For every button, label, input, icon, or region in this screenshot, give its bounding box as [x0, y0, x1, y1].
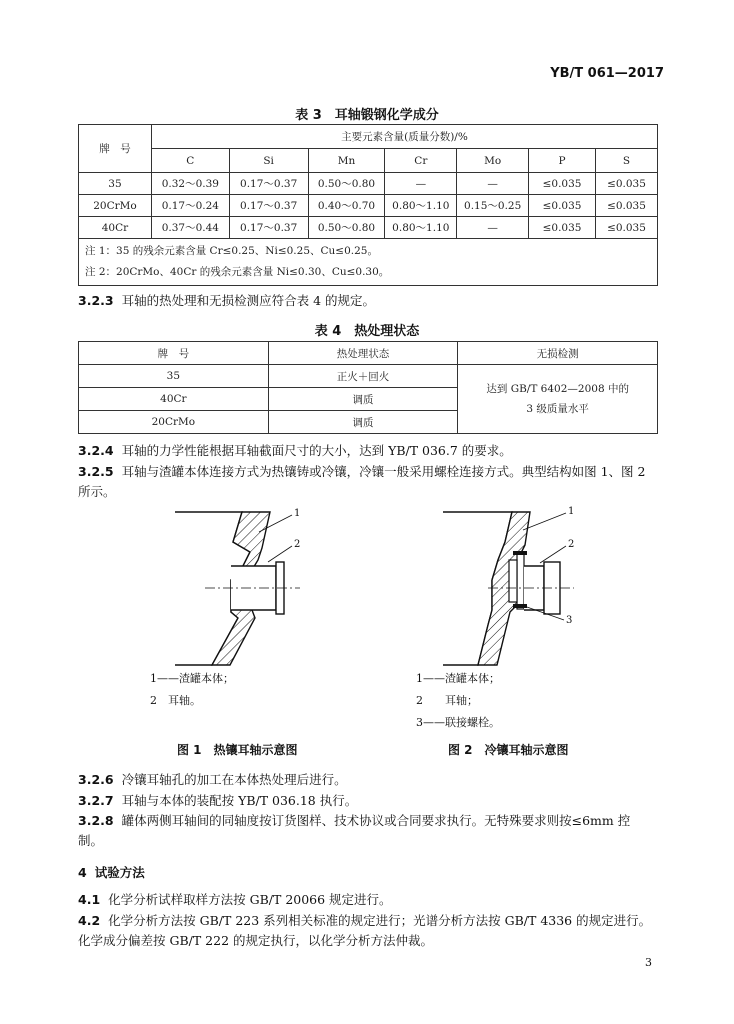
table4-header-treatment: 热处理状态: [268, 342, 458, 365]
clause-number: 3.2.7: [78, 793, 114, 808]
table3-col-c: C: [151, 149, 229, 173]
table3-grade: 20CrMo: [79, 195, 152, 217]
table4-treatment: 调质: [268, 411, 458, 434]
table4-treatment: 调质: [268, 388, 458, 411]
table3-cell: ≤0.035: [595, 217, 657, 239]
figure1-callout-1: 1: [294, 508, 301, 519]
table3-cell: ≤0.035: [595, 195, 657, 217]
figure2-legend-item: 1——渣罐本体；: [416, 672, 500, 685]
figure2-leader-2: [540, 546, 566, 563]
figure1-callout-2: 2: [294, 539, 301, 550]
table3-cell: 0.17～0.24: [151, 195, 229, 217]
table3-grade-header: 牌 号: [79, 125, 152, 173]
paragraph-3-2-7: [78, 791, 660, 811]
clause-text-cont: 制。: [78, 833, 104, 848]
clause-number: 3.2.3: [78, 293, 114, 308]
table4-header-grade: 牌 号: [79, 342, 269, 365]
clause-text: 耳轴与本体的装配按 YB/T 036.18 执行。: [121, 793, 358, 808]
figure2-legend-item: 2 耳轴；: [416, 694, 478, 707]
figure1-leader-2: [268, 546, 292, 562]
table3-cell: ≤0.035: [529, 195, 596, 217]
figure2-legend-item: 3——联接螺栓。: [416, 716, 500, 729]
table3-col-p: P: [529, 149, 596, 173]
table4-header-ndt: 无损检测: [458, 342, 658, 365]
table3-cell: —: [457, 217, 529, 239]
clause-number: 4.1: [78, 892, 101, 907]
paragraph-4-1: [78, 890, 660, 910]
clause-text: 耳轴与渣罐本体连接方式为热镶铸或冷镶，冷镶一般采用螺栓连接方式。典型结构如图 1、图 2: [121, 464, 646, 479]
paragraph-3-2-8: [78, 811, 660, 851]
table4-ndt-line2: 3 级质量水平: [526, 403, 589, 415]
table3-cell: 0.80～1.10: [385, 195, 457, 217]
figure1-legend: [150, 668, 234, 712]
figure1-trunnion: [205, 562, 300, 614]
clause-text-cont: 化学成分偏差按 GB/T 222 的规定执行，以化学分析方法仲裁。: [78, 933, 433, 948]
table3-cell: ≤0.035: [529, 173, 596, 195]
clause-text: 耳轴的力学性能根据耳轴截面尺寸的大小，达到 YB/T 036.7 的要求。: [121, 443, 512, 458]
table3-cell: 0.50～0.80: [308, 173, 385, 195]
figure2-legend: [416, 668, 500, 734]
section-4-heading: [78, 863, 660, 883]
section-number: 4: [78, 865, 87, 880]
figure1-caption: 图 1 热镶耳轴示意图: [177, 743, 298, 757]
clause-text: 耳轴的热处理和无损检测应符合表 4 的规定。: [121, 293, 375, 308]
table3-cell: 0.80～1.10: [385, 217, 457, 239]
section-title: 试验方法: [94, 865, 145, 880]
table3-col-mn: Mn: [308, 149, 385, 173]
clause-text: 冷镶耳轴孔的加工在本体热处理后进行。: [121, 772, 347, 787]
clause-number: 3.2.5: [78, 464, 114, 479]
table4-ndt-line1: 达到 GB/T 6402—2008 中的: [486, 383, 629, 395]
clause-text: 化学分析方法按 GB/T 223 系列相关标准的规定进行；光谱分析方法按 GB/T 4336 的规定进行。: [108, 913, 652, 928]
table3-cell: 0.17～0.37: [229, 173, 308, 195]
table3-cell: 0.17～0.37: [229, 195, 308, 217]
table3-cell: 0.32～0.39: [151, 173, 229, 195]
table3-title: 表 3 耳轴锻钢化学成分: [295, 108, 439, 123]
table3-cell: 0.15～0.25: [457, 195, 529, 217]
table3-cell: 0.40～0.70: [308, 195, 385, 217]
table3-col-si: Si: [229, 149, 308, 173]
table3-cell: 0.17～0.37: [229, 217, 308, 239]
table3-cell: ≤0.035: [529, 217, 596, 239]
table3-cell: 0.50～0.80: [308, 217, 385, 239]
table4-grade: 40Cr: [79, 388, 269, 411]
clause-number: 3.2.6: [78, 772, 114, 787]
table4-treatment: 正火＋回火: [268, 365, 458, 388]
clause-number: 3.2.4: [78, 443, 114, 458]
table3-group-header: 主要元素含量(质量分数)/%: [151, 125, 657, 149]
clause-text: 罐体两侧耳轴间的同轴度按订货图样、技术协议或合同要求执行。无特殊要求则按≤6mm 控: [121, 813, 631, 828]
figure1-legend-item: 2 耳轴。: [150, 694, 201, 707]
table4-grade: 35: [79, 365, 269, 388]
table3-cell: 0.37～0.44: [151, 217, 229, 239]
clause-number: 3.2.8: [78, 813, 114, 828]
table3-note-1: 注 1：35 的残余元素含量 Cr≤0.25、Ni≤0.25、Cu≤0.25。: [85, 245, 378, 257]
clause-number: 4.2: [78, 913, 101, 928]
figure2-callout-1: 1: [568, 506, 575, 517]
table3-cell: —: [385, 173, 457, 195]
figure2-callout-2: 2: [568, 539, 575, 550]
table3-col-s: S: [595, 149, 657, 173]
table3-grade: 40Cr: [79, 217, 152, 239]
table3-cell: ≤0.035: [595, 173, 657, 195]
paragraph-4-2: [78, 911, 660, 951]
clause-text-cont: 所示。: [78, 484, 116, 499]
table3-col-cr: Cr: [385, 149, 457, 173]
figure2-caption: 图 2 冷镶耳轴示意图: [448, 743, 569, 757]
standard-code: YB/T 061—2017: [550, 66, 664, 81]
table3-grade: 35: [79, 173, 152, 195]
table3-note-2: 注 2：20CrMo、40Cr 的残余元素含量 Ni≤0.30、Cu≤0.30。: [85, 266, 390, 278]
table3-col-mo: Mo: [457, 149, 529, 173]
table3-cell: —: [457, 173, 529, 195]
clause-text: 化学分析试样取样方法按 GB/T 20066 规定进行。: [108, 892, 392, 907]
figure1-legend-item: 1——渣罐本体；: [150, 672, 234, 685]
table4-title: 表 4 热处理状态: [314, 324, 420, 339]
table4-grade: 20CrMo: [79, 411, 269, 434]
paragraph-3-2-6: [78, 770, 660, 790]
page-number: 3: [645, 956, 652, 969]
figure2-callout-3: 3: [566, 615, 573, 626]
